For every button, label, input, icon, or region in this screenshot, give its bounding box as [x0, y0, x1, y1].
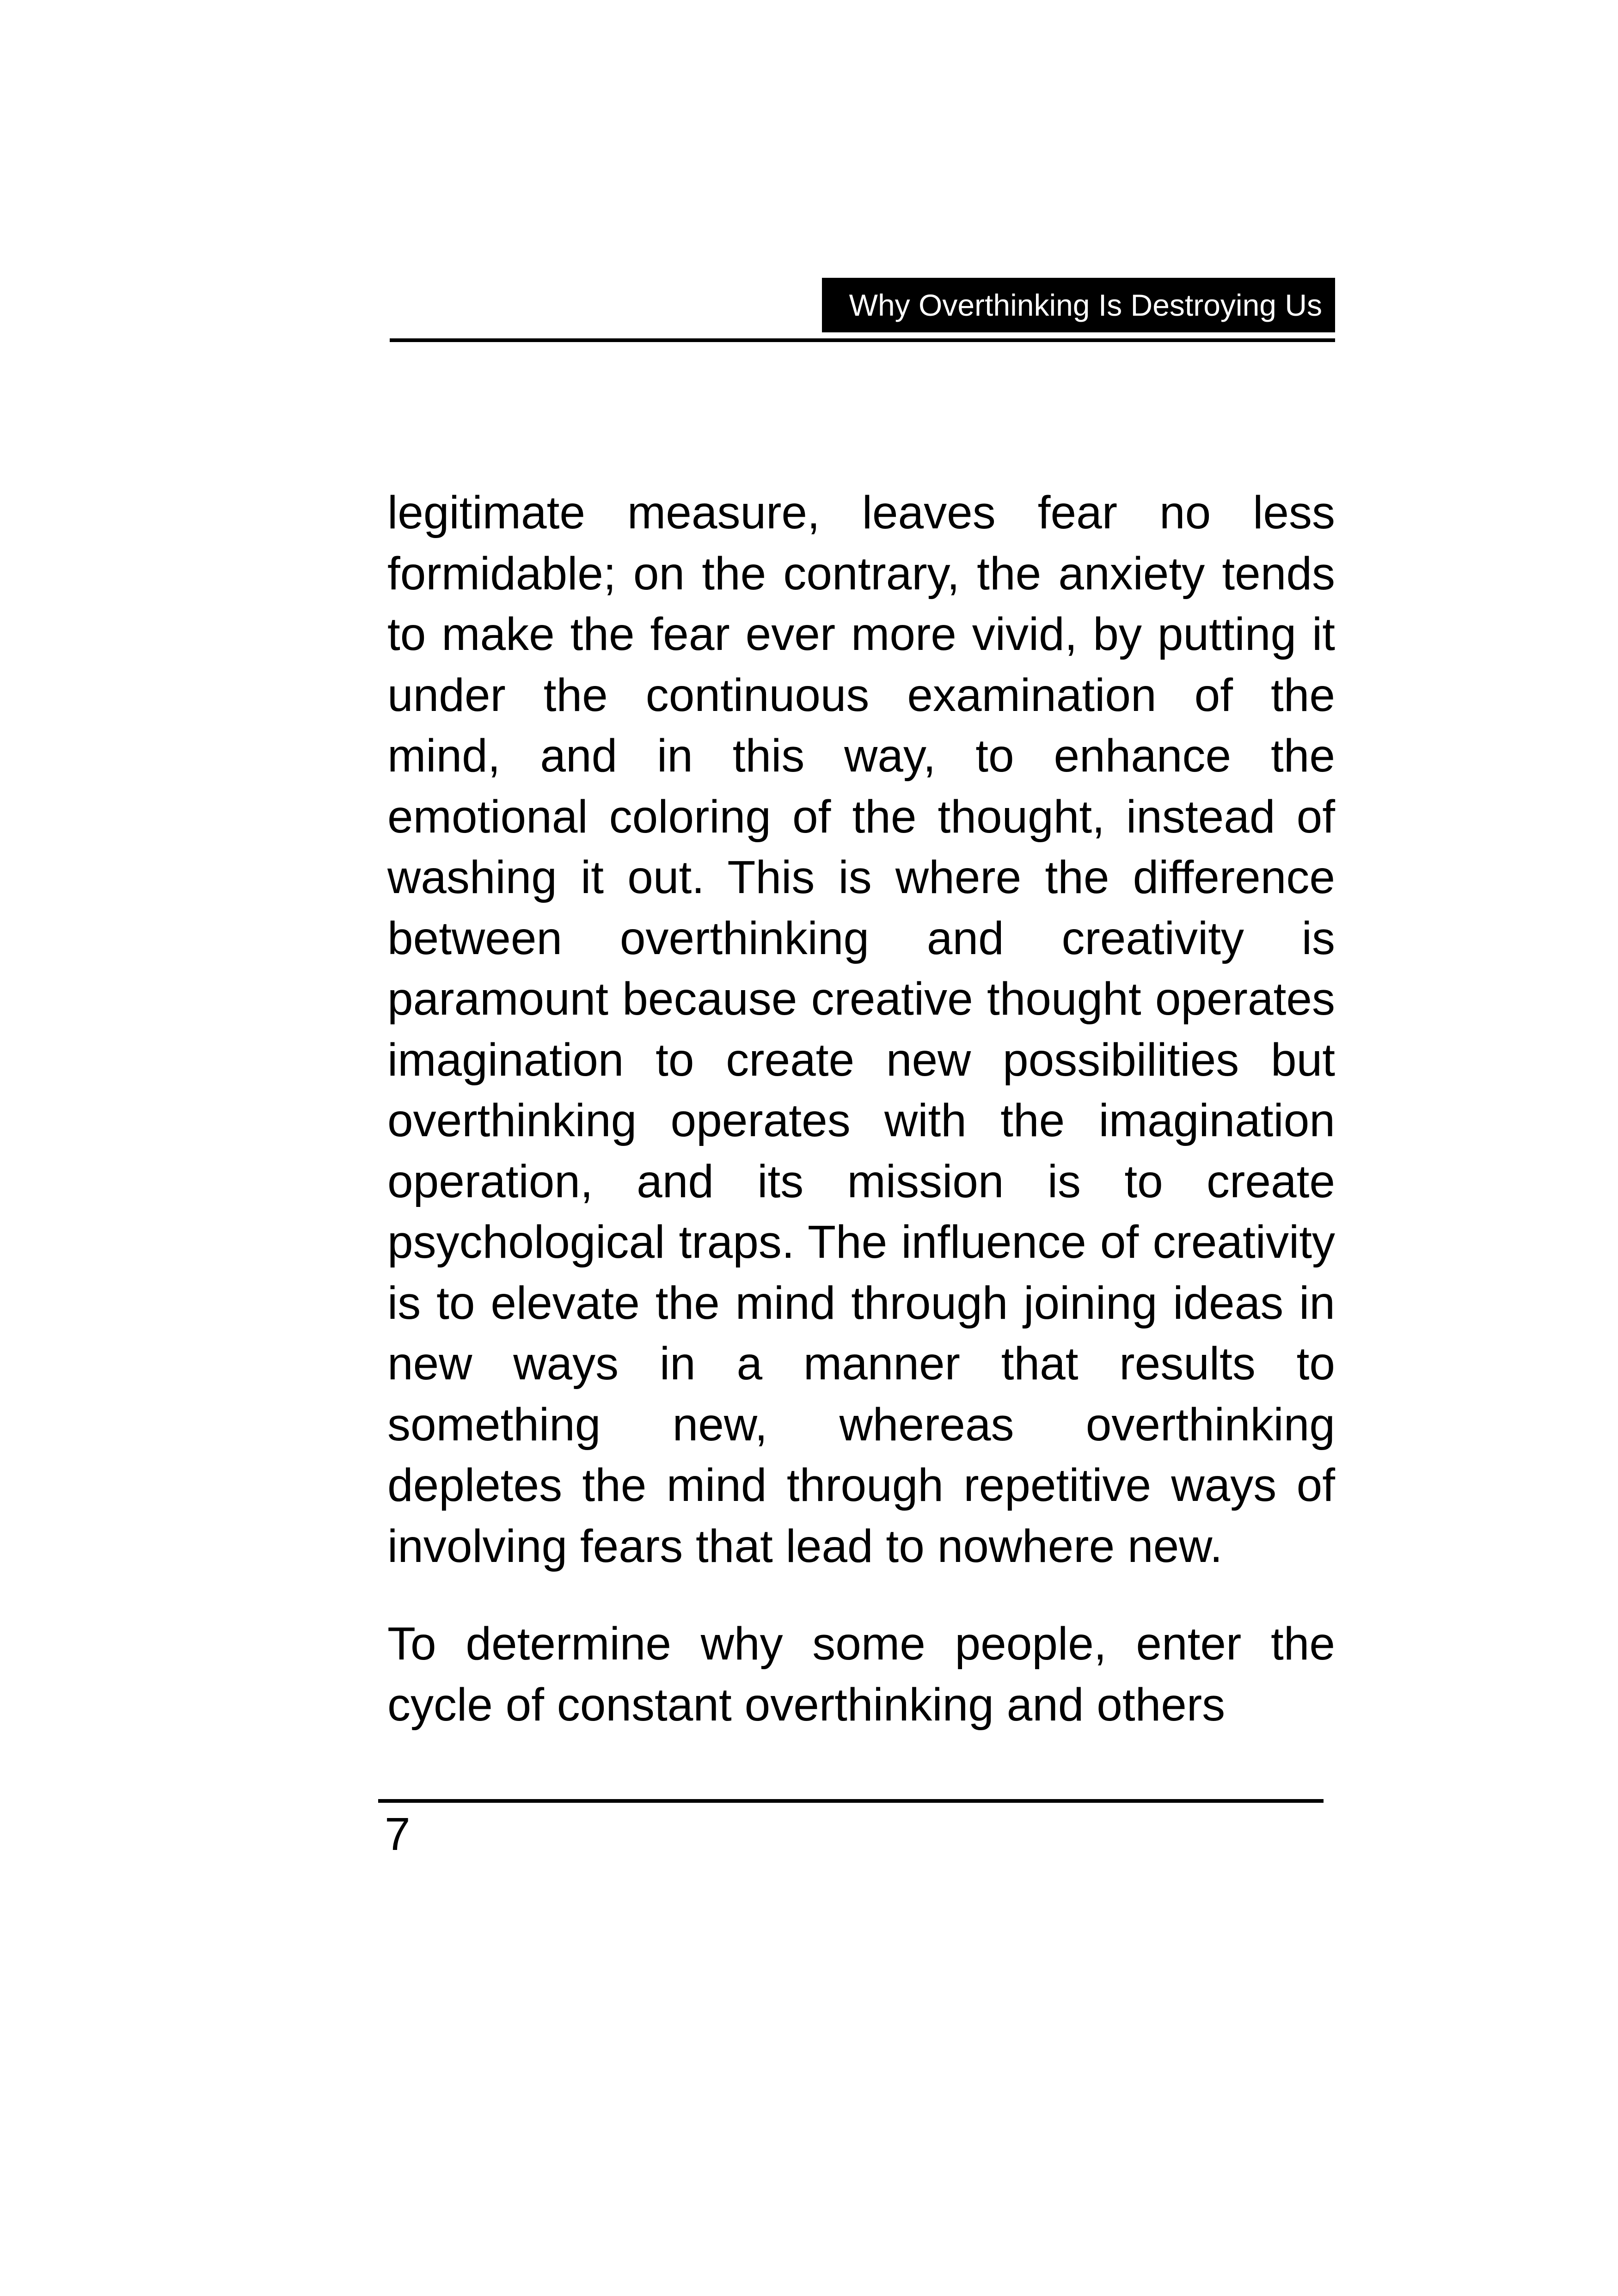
body-paragraph: To determine why some people, enter the cycle of constant overthinking and others	[387, 1618, 1335, 1731]
footer-rule	[378, 1799, 1324, 1803]
page-body	[387, 483, 1335, 1735]
header-rule	[390, 338, 1335, 342]
body-paragraph: legitimate measure, leaves fear no less formidable; on the contrary, the anxiety tends to make the fear ever more vivid, by putting it under the continuous examination of the mind, and in this way, to enhance the emotional coloring of the thought, instead of washing it out. This is where the difference between overthinking and creativity is paramount because creative thought operates imagination to create new possibilities but overthinking operates with the imagination operation, and its mission is to create psychological traps. The influence of creativity is to elevate the mind through joining ideas in new ways in a manner that results to something new, whereas overthinking depletes the mind through repetitive ways of involving fears that lead to nowhere new.	[387, 487, 1335, 1572]
page-number: 7	[385, 1808, 411, 1860]
running-header-title: Why Overthinking Is Destroying Us	[822, 278, 1335, 332]
